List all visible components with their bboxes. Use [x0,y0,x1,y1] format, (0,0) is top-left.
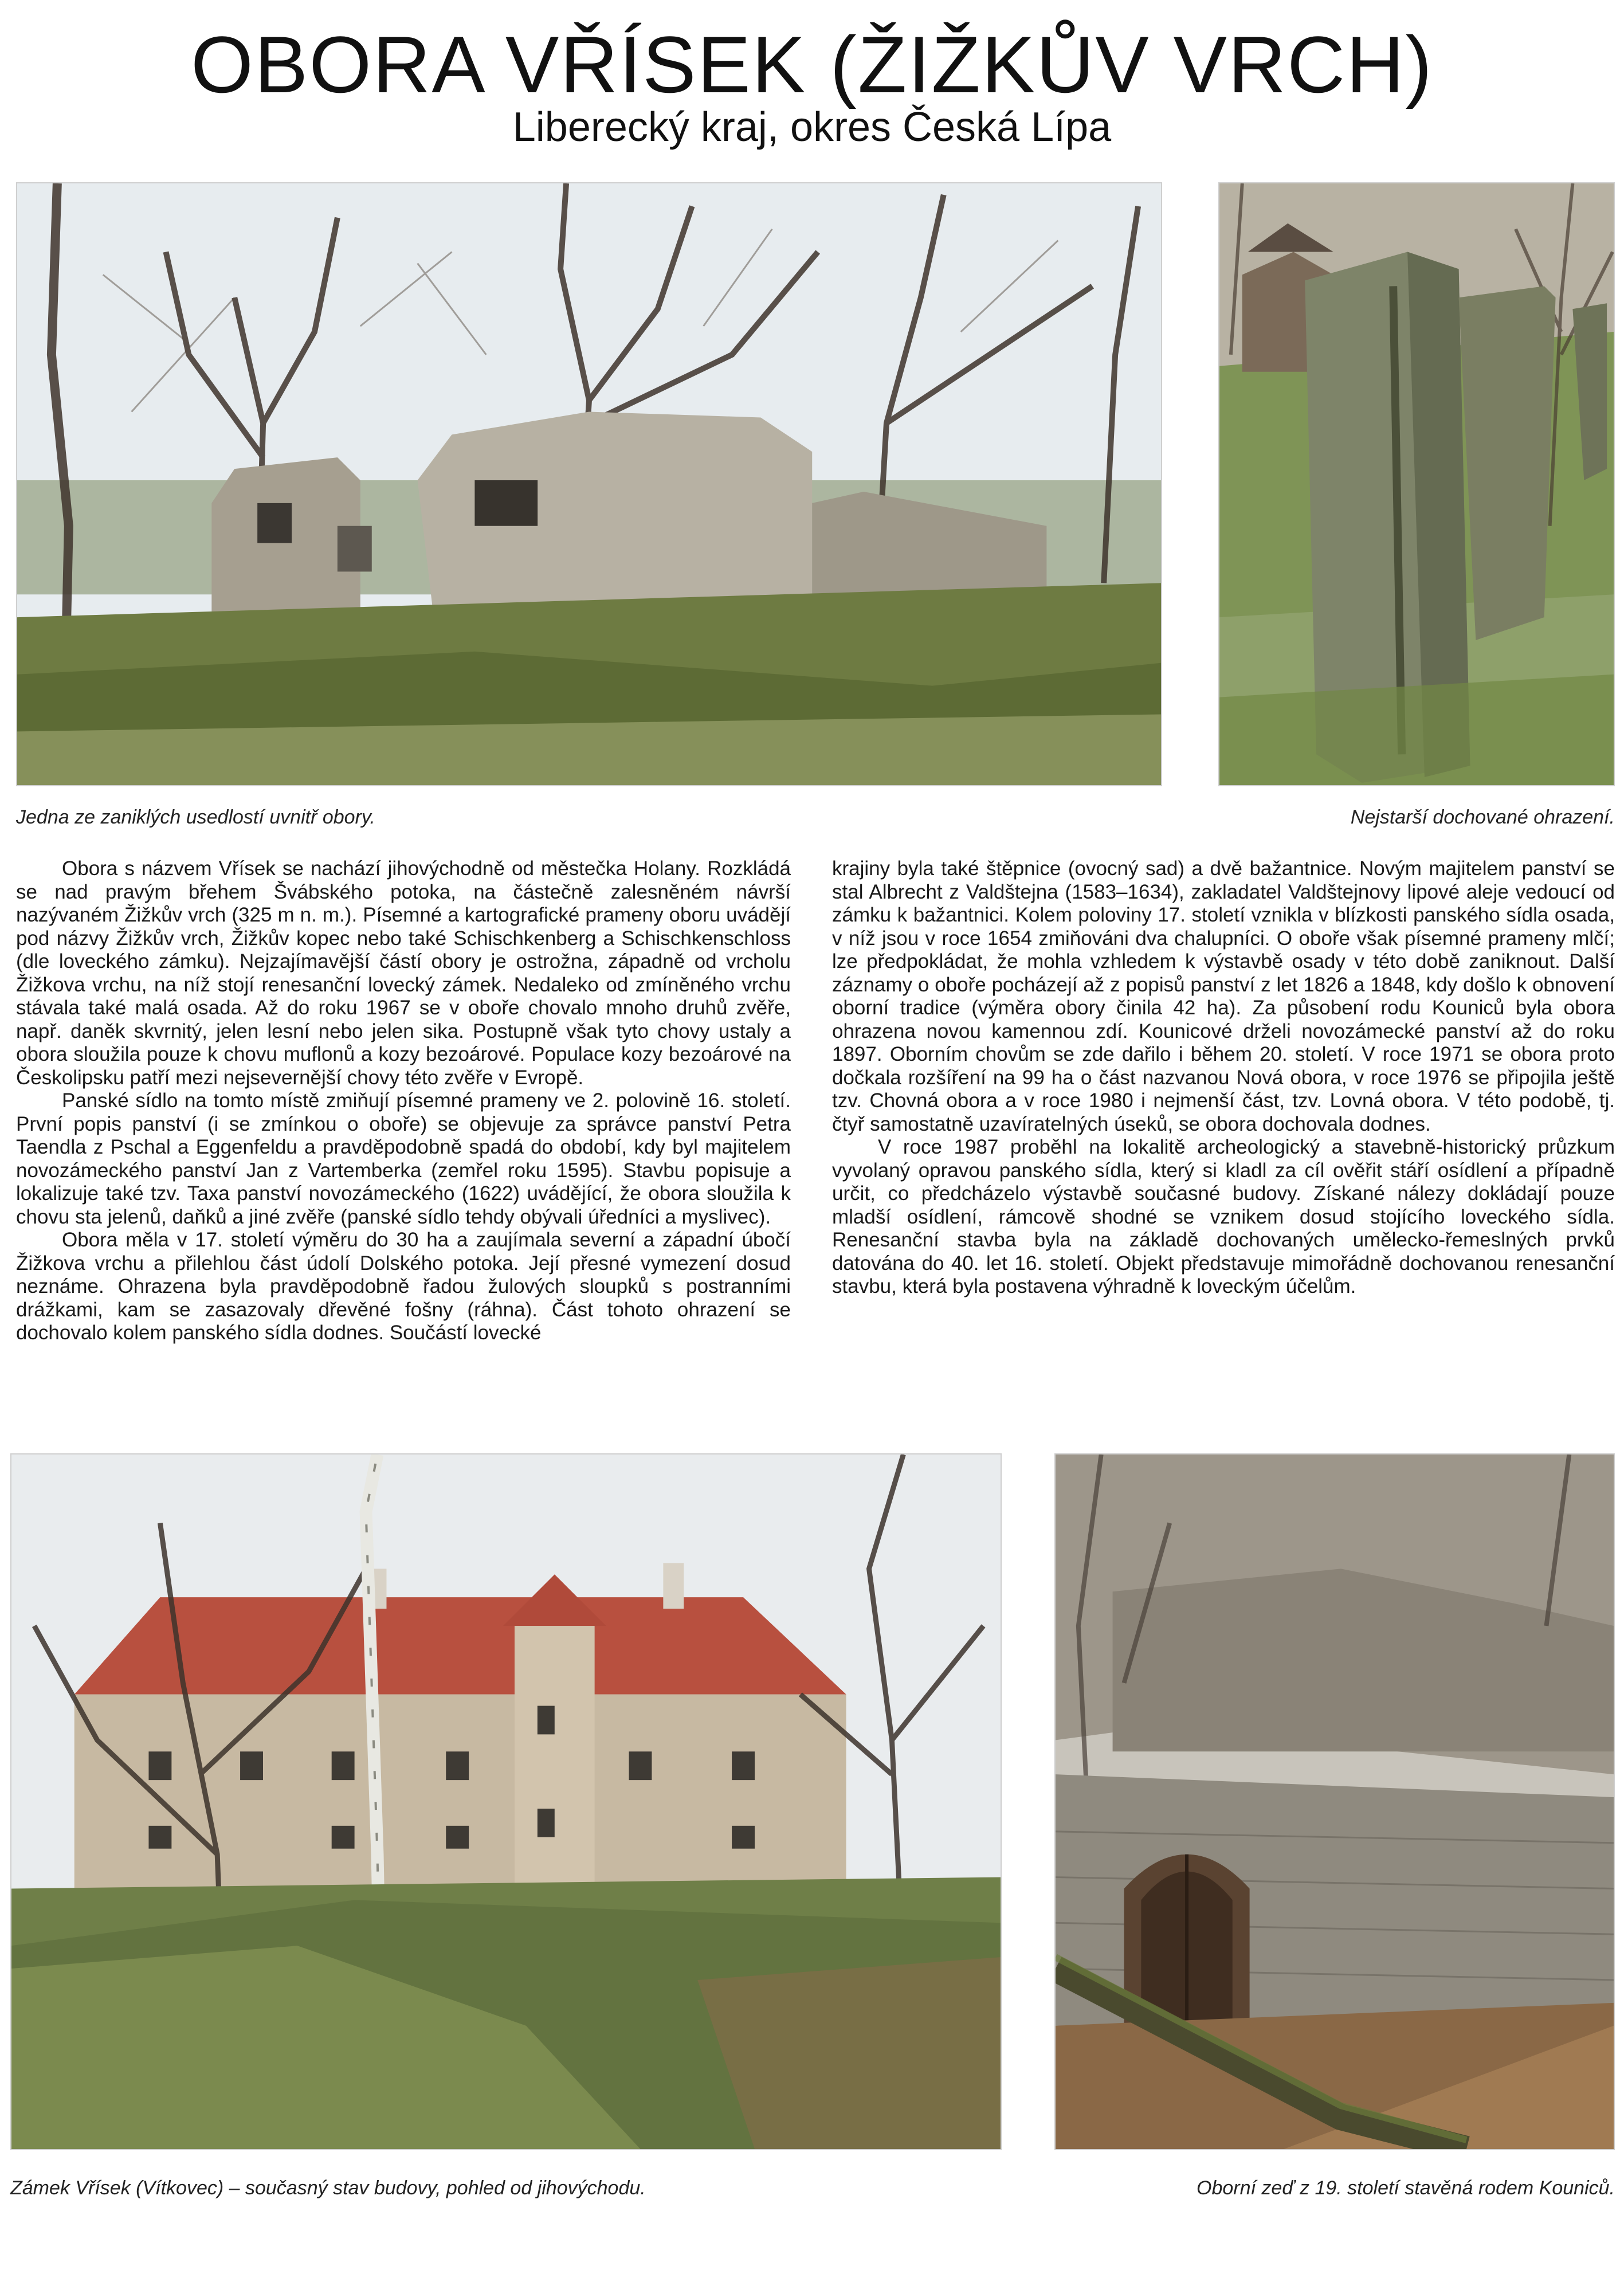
page-title: OBORA VŘÍSEK (ŽIŽKŮV VRCH) [191,19,1433,109]
enclosure-wall-photo [1054,1453,1615,2150]
stone-posts-caption: Nejstarší dochované ohrazení. [1350,806,1615,828]
chateau-caption: Zámek Vřísek (Vítkovec) – současný stav budovy, pohled od jihovýchodu. [10,2177,646,2199]
article-paragraph: Panské sídlo na tomto místě zmiňují písemné prameny ve 2. polovině 16. století. První popis panství (i se zmínkou o oboře) se objevuje za správce panství Petra Taendla z Pschal a Eggenfeldu a pravděpodobně spadá do období, kdy byl majitelem novozámeckého panství Jan z Vartemberka (zemřel roku 1595). Stavbu popisuje a lokalizuje také tzv. Taxa panství novozámeckého (1622) uvádějící, že obora sloužila k chovu sta jelenů, daňků a jiné zvěře (panské sídlo tehdy obývali úředníci a myslivec). [16,1089,791,1228]
article-column-left [16,857,791,1345]
article-paragraph: Obora měla v 17. století výměru do 30 ha a zaujímala severní a západní úbočí Žižkova vrchu a přilehlou část údolí Dolského potoka. Její přesné vymezení dosud neznáme. Ohrazena byla pravděpodobně řadou žulových sloupků s postranními drážkami, kam se zasazovaly dřevěné fošny (ráhna). Část tohoto ohrazení se dochovalo kolem panského sídla dodnes. Součástí lovecké [16,1229,791,1344]
ruined-homestead-photo [16,182,1162,786]
stone-posts-photo [1218,182,1615,786]
article-paragraph: V roce 1987 proběhl na lokalitě archeologický a stavebně-historický průzkum vyvolaný opravou panského sídla, který si kladl za cíl ověřit stáří osídlení a případně určit, co předcházelo výstavbě současné budovy. Získané nálezy dokládají pouze mladší osídlení, rámcově shodné se vznikem dosud stojícího loveckého sídla. Renesanční stavba byla na základě dochovaných umělecko-řemeslných prvků datována do 40. let 16. století. Objekt představuje mimořádně dochovanou renesanční stavbu, která byla postavena výhradně k loveckým účelům. [832,1136,1615,1297]
article-paragraph: krajiny byla také štěpnice (ovocný sad) a dvě bažantnice. Novým majitelem panství se stal Albrecht z Valdštejna (1583–1634), zakladatel Valdštejnovy lipové aleje vedoucí od zámku k bažantnici. Kolem poloviny 17. století vznikla v blízkosti panského sídla osada, v níž jsou v roce 1654 zmiňováni dva chalupníci. O oboře však písemné prameny mlčí; lze předpokládat, že mohla vzhledem k výstavbě osady v této době zaniknout. Další záznamy o oboře pocházejí až z popisů panství z let 1826 a 1848, kdy došlo k obnovení oborní tradice (výměra obory činila 42 ha). Za působení rodu Kouniců byla obora ohrazena novou kamennou zdí. Kounicové drželi novozámecké panství až do roku 1897. Oborním chovům se zde dařilo i během 20. století. V roce 1971 se obora proto dočkala rozšíření na 99 ha o část nazvanou Nová obora, v roce 1976 se připojila ještě tzv. Chovná obora a v roce 1980 i nejmenší část, tzv. Lovná obora. V této podobě, tj. čtyř samostatně uzavíratelných úseků, se obora dochovala dodnes. [832,857,1615,1135]
page-subtitle: Liberecký kraj, okres Česká Lípa [512,104,1112,150]
article-column-right [832,857,1615,1299]
article-paragraph: Obora s názvem Vřísek se nachází jihovýchodně od městečka Holany. Rozkládá se nad pravým břehem Švábského potoka, na částečně zalesněném návrší nazývaném Žižkův vrch (325 m n. m.). Písemné a kartografické prameny oboru uvádějí pod názvy Žižkův vrch, Žižkův kopec nebo také Schischkenberg a Schischkenschloss (dle loveckého zámku). Nejzajímavější částí obory je ostrožna, západně od vrcholu Žižkova vrchu, na níž stojí renesanční lovecký zámek. Nedaleko od zmíněného vrchu stávala také malá osada. Až do roku 1967 se v oboře chovalo mnoho druhů zvěře, např. daněk skvrnitý, jelen lesní nebo jelen sika. Postupně však tyto chovy ustaly a obora sloužila pouze k chovu muflonů a kozy bezoárové. Populace kozy bezoárové na Českolipsku patří mezi nejsevernější chovy této zvěře v Evropě. [16,857,791,1089]
enclosure-wall-caption: Oborní zeď z 19. století stavěná rodem Kouniců. [1197,2177,1615,2199]
ruined-homestead-caption: Jedna ze zaniklých usedlostí uvnitř obory. [16,806,375,828]
chateau-photo [10,1453,1002,2150]
